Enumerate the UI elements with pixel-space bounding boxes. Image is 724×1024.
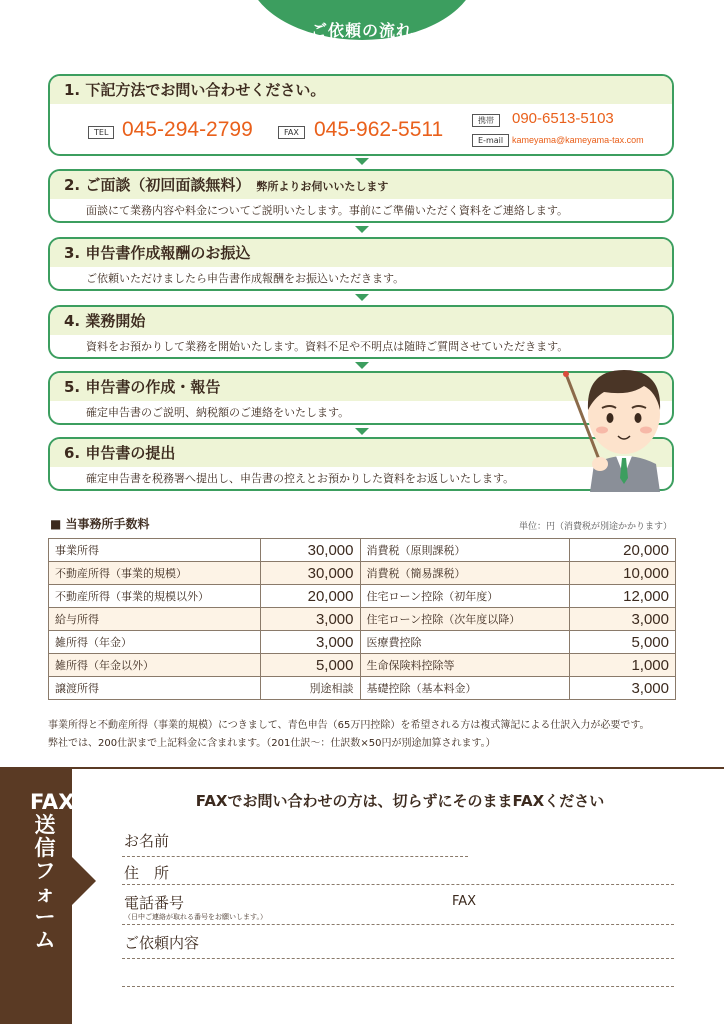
step-6-title: 6. 申告書の提出 <box>50 439 672 467</box>
step-2-body: 面談にて業務内容や料金についてご説明いたします。事前にご準備いただく資料をご連絡します。 <box>86 204 569 217</box>
mobile-number[interactable]: 090-6513-5103 <box>512 110 614 127</box>
step-6-body: 確定申告書を税務署へ提出し、申告書の控えとお預かりした資料をお返しいたします。 <box>86 472 515 485</box>
arrow-down-icon <box>355 226 369 233</box>
table-row <box>49 677 676 700</box>
arrow-down-icon <box>355 428 369 435</box>
step-2-title: 2. ご面談（初回面談無料） 弊所よりお伺いいたします <box>50 171 672 199</box>
fees-table <box>48 538 676 700</box>
step-5-title: 5. 申告書の作成・報告 <box>50 373 672 401</box>
contact-info <box>50 104 672 156</box>
fee-label: 消費税（原則課税） <box>360 539 570 562</box>
table-row <box>49 631 676 654</box>
arrow-down-icon <box>355 362 369 369</box>
fee-label: 医療費控除 <box>360 631 570 654</box>
table-row <box>49 562 676 585</box>
fee-label: 事業所得 <box>49 539 261 562</box>
address-field-line[interactable] <box>122 884 674 885</box>
step-1 <box>48 74 674 156</box>
fee-label: 生命保険料控除等 <box>360 654 570 677</box>
arrow-down-icon <box>355 294 369 301</box>
step-4 <box>48 305 674 359</box>
name-label: お名前 <box>124 832 170 850</box>
step-3-body: ご依頼いただけましたら申告書作成報酬をお振込いただきます。 <box>86 272 405 285</box>
fee-label: 雑所得（年金） <box>49 631 261 654</box>
step-4-title: 4. 業務開始 <box>50 307 672 335</box>
fee-value: 20,000 <box>260 585 360 608</box>
email-tag: E-mail <box>472 134 509 147</box>
fax-side-banner <box>0 769 96 1024</box>
fee-label: 給与所得 <box>49 608 261 631</box>
email-address[interactable]: kameyama@kameyama-tax.com <box>512 135 644 145</box>
address-label: 住 所 <box>124 864 170 882</box>
fee-value: 3,000 <box>570 677 676 700</box>
fax-form-title: FAXでお問い合わせの方は、切らずにそのままFAXください <box>195 792 605 810</box>
step-2-sub: 弊所よりお伺いいたします <box>256 180 389 193</box>
name-field-line[interactable] <box>122 856 468 857</box>
fee-label: 不動産所得（事業的規模） <box>49 562 261 585</box>
tel-tag: TEL <box>88 126 114 139</box>
fee-value: 1,000 <box>570 654 676 677</box>
fee-value: 30,000 <box>260 539 360 562</box>
step-1-title: 1. 下記方法でお問い合わせください。 <box>50 76 672 104</box>
fee-value: 5,000 <box>570 631 676 654</box>
fax-side-label: FAX送信フォーム <box>30 790 75 952</box>
fee-label: 不動産所得（事業的規模以外） <box>49 585 261 608</box>
fee-label: 住宅ローン控除（初年度） <box>360 585 570 608</box>
table-row <box>49 654 676 677</box>
fees-title: ■ 当事務所手数料 <box>50 517 150 531</box>
step-2 <box>48 169 674 223</box>
arrow-down-icon <box>355 158 369 165</box>
phone-field-line[interactable] <box>122 924 674 925</box>
fee-value: 20,000 <box>570 539 676 562</box>
fee-value: 3,000 <box>260 608 360 631</box>
fax-tag: FAX <box>278 126 305 139</box>
phone-note: （日中ご連絡が取れる番号をお願いします。） <box>124 913 267 921</box>
request-field-line[interactable] <box>122 958 674 959</box>
fee-label: 住宅ローン控除（次年度以降） <box>360 608 570 631</box>
request-label: ご依頼内容 <box>124 934 200 952</box>
phone-label: 電話番号 <box>124 894 185 912</box>
table-row <box>49 608 676 631</box>
step-5-body: 確定申告書のご説明、納税額のご連絡をいたします。 <box>86 406 350 419</box>
fees-note-1: 事業所得と不動産所得（事業的規模）につきまして、青色申告（65万円控除）を希望される方は複式簿記による仕訳入力が必要です。 <box>48 720 650 731</box>
fee-label: 消費税（簡易課税） <box>360 562 570 585</box>
fee-label: 雑所得（年金以外） <box>49 654 261 677</box>
step-3-title: 3. 申告書作成報酬のお振込 <box>50 239 672 267</box>
fee-value: 10,000 <box>570 562 676 585</box>
fee-value: 30,000 <box>260 562 360 585</box>
fee-value: 3,000 <box>260 631 360 654</box>
fee-value: 別途相談 <box>260 677 360 700</box>
table-row <box>49 585 676 608</box>
fees-note-2: 弊社では、200仕訳まで上記料金に含まれます。（201仕訳～：仕訳数×50円が別途加算されます。） <box>48 738 496 749</box>
step-3 <box>48 237 674 291</box>
mobile-tag: 携帯 <box>472 114 500 127</box>
tel-number[interactable]: 045-294-2799 <box>122 118 253 141</box>
businessman-illustration <box>560 352 690 492</box>
step-4-body: 資料をお預かりして業務を開始いたします。資料不足や不明点は随時ご質問させていただきます。 <box>86 340 569 353</box>
section-divider <box>0 767 724 769</box>
fax-field-label: FAX <box>452 894 477 909</box>
table-row <box>49 539 676 562</box>
fee-value: 12,000 <box>570 585 676 608</box>
page-title: ご依頼の流れ <box>310 21 413 40</box>
fees-unit: 単位：円（消費税が別途かかります） <box>518 522 672 532</box>
fee-label: 譲渡所得 <box>49 677 261 700</box>
fee-value: 3,000 <box>570 608 676 631</box>
fee-value: 5,000 <box>260 654 360 677</box>
fee-label: 基礎控除（基本料金） <box>360 677 570 700</box>
request-field-line[interactable] <box>122 986 674 987</box>
fax-number[interactable]: 045-962-5511 <box>314 118 444 141</box>
